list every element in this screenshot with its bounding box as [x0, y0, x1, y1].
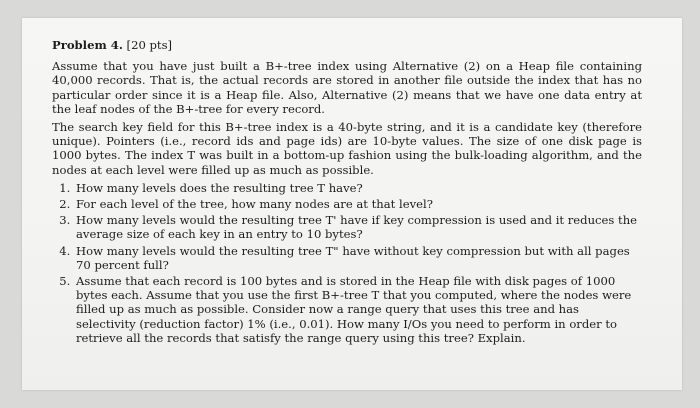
- problem-points: [20 pts]: [126, 38, 173, 52]
- question-list: [52, 181, 642, 345]
- question-item-2: 2. For each level of the tree, how many nodes are at that level?: [74, 197, 642, 211]
- problem-heading: [52, 38, 642, 52]
- question-item-4: 4. How many levels would the resulting tree T" have without key compression but with all pages 70 percent full?: [74, 244, 642, 272]
- problem-label: Problem 4.: [52, 38, 123, 52]
- document-page: [22, 18, 682, 390]
- question-item-5: 5. Assume that each record is 100 bytes and is stored in the Heap file with disk pages of 1000 bytes each. Assume that you use the first B+-tree T that you computed, where the nodes were filled up as much as possible. Consider now a range query that uses this tree and has selectivity (reduction factor) 1% (i.e., 0.01). How many I/Os you need to perform in order to retrieve all the records that satisfy the range query using this tree? Explain.: [74, 274, 642, 345]
- problem-content: [52, 38, 642, 347]
- question-item-1: 1. How many levels does the resulting tree T have?: [74, 181, 642, 195]
- problem-paragraph-2: The search key field for this B+-tree index is a 40-byte string, and it is a candidate key (therefore unique). Pointers (i.e., record ids and page ids) are 10-byte values. The size of one disk page is 1000 bytes. The index T was built in a bottom-up fashion using the bulk-loading algorithm, and the nodes at each level were filled up as much as possible.: [52, 120, 642, 177]
- question-item-3: 3. How many levels would the resulting tree T' have if key compression is used and it reduces the average size of each key in an entry to 10 bytes?: [74, 213, 642, 241]
- problem-paragraph-1: Assume that you have just built a B+-tree index using Alternative (2) on a Heap file containing 40,000 records. That is, the actual records are stored in another file outside the index that has no particular order since it is a Heap file. Also, Alternative (2) means that we have one data entry at the leaf nodes of the B+-tree for every record.: [52, 59, 642, 116]
